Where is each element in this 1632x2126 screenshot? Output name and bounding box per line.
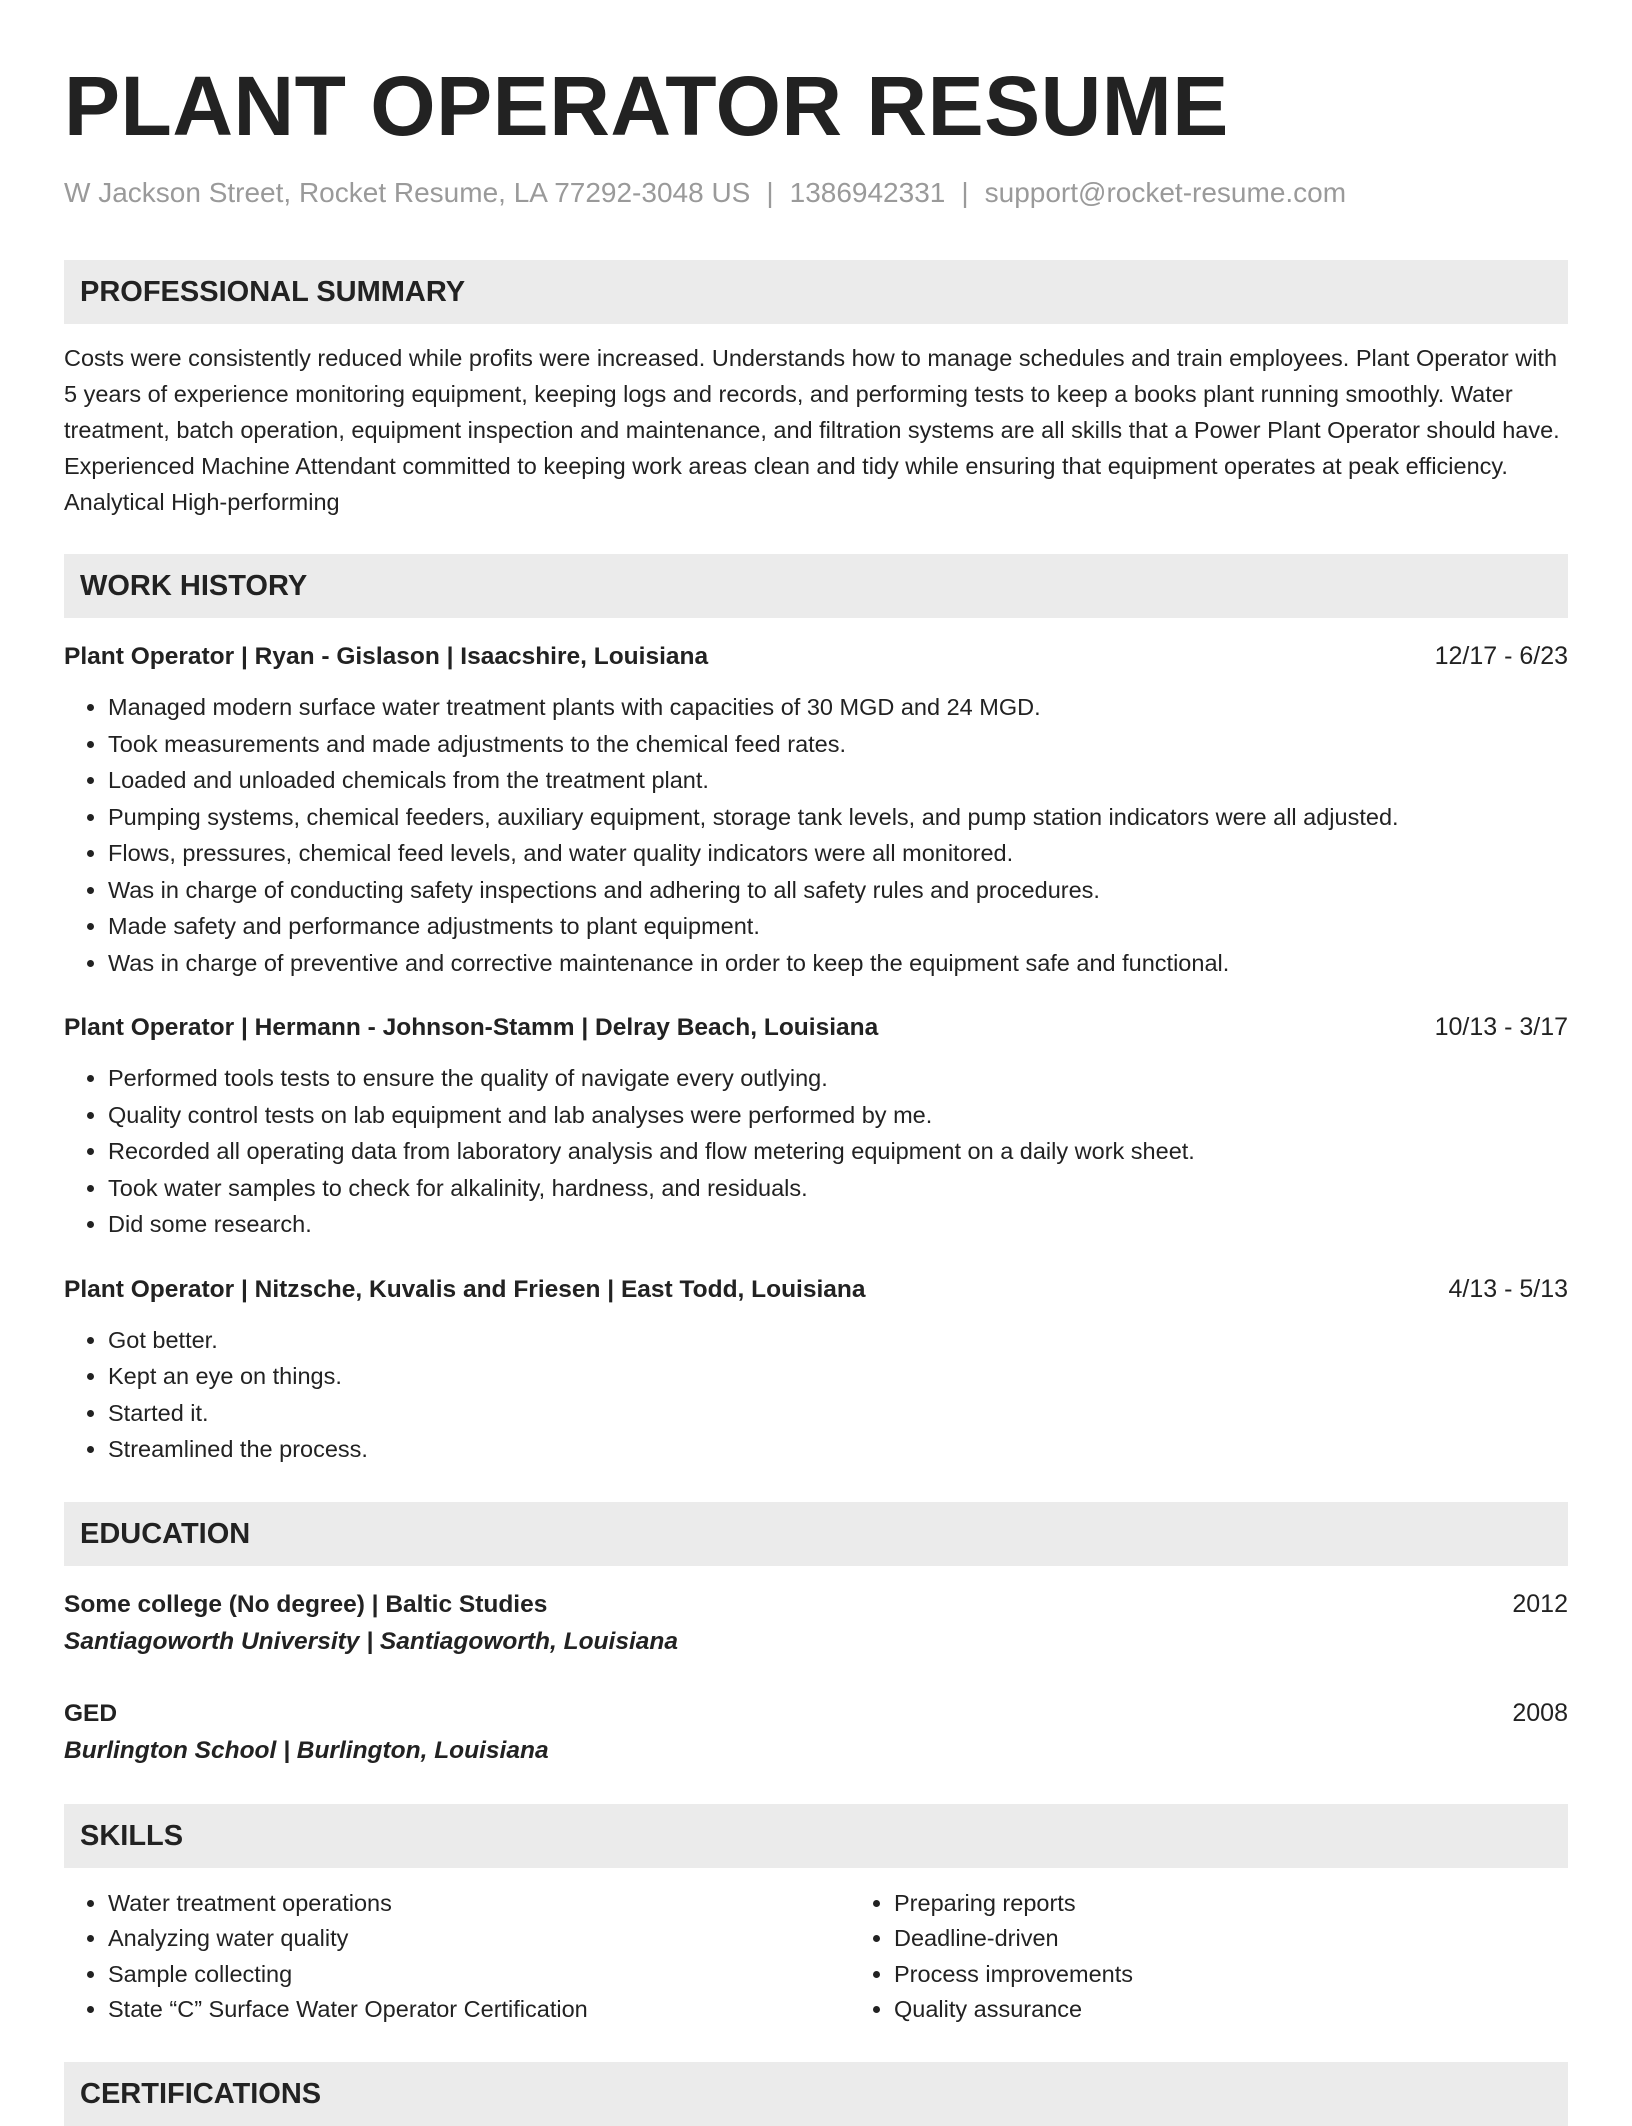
education-heading-row <box>64 1586 1568 1623</box>
job-dates: 10/13 - 3/17 <box>1434 1013 1568 1041</box>
section-header-skills: SKILLS <box>64 1804 1568 1868</box>
job-bullet: • Started it. <box>108 1395 1568 1432</box>
job-entry <box>64 1271 1568 1468</box>
job-bullet: • Recorded all operating data from laboratory analysis and flow metering equipment on a daily work sheet. <box>108 1133 1568 1170</box>
education-year: 2008 <box>1512 1698 1568 1727</box>
job-bullet: • Streamlined the process. <box>108 1431 1568 1468</box>
skill-item: • Preparing reports <box>894 1886 1632 1922</box>
contact-phone: 1386942331 <box>789 177 946 208</box>
skill-item: • Deadline-driven <box>894 1921 1632 1957</box>
job-entry <box>64 638 1568 981</box>
job-dates: 12/17 - 6/23 <box>1434 642 1568 670</box>
job-bullet: • Took measurements and made adjustments to the chemical feed rates. <box>108 726 1568 763</box>
contact-separator: | <box>766 177 774 208</box>
job-bullet: • Took water samples to check for alkalinity, hardness, and residuals. <box>108 1170 1568 1207</box>
page-title: PLANT OPERATOR RESUME <box>64 59 1229 153</box>
job-bullet: • Was in charge of preventive and corrective maintenance in order to keep the equipment safe and functional. <box>108 945 1568 982</box>
section-header-certifications: CERTIFICATIONS <box>64 2062 1568 2126</box>
job-bullet: • Was in charge of conducting safety inspections and adhering to all safety rules and procedures. <box>108 872 1568 909</box>
education-entry <box>64 1695 1568 1770</box>
skill-item: • Sample collecting <box>108 1957 850 1993</box>
education-degree: Some college (No degree) | Baltic Studies <box>64 1590 548 1618</box>
job-title: Plant Operator | Nitzsche, Kuvalis and Friesen | East Todd, Louisiana <box>64 1275 866 1303</box>
job-title: Plant Operator | Hermann - Johnson-Stamm | Delray Beach, Louisiana <box>64 1014 879 1041</box>
job-bullet: • Pumping systems, chemical feeders, auxiliary equipment, storage tank levels, and pump station indicators were all adjusted. <box>108 799 1568 836</box>
job-bullet: • Made safety and performance adjustments to plant equipment. <box>108 908 1568 945</box>
education-heading-row <box>64 1695 1568 1732</box>
job-heading-row <box>64 638 1568 675</box>
job-bullet: • Got better. <box>108 1322 1568 1359</box>
resume-page <box>64 0 1568 2126</box>
job-bullet: • Kept an eye on things. <box>108 1358 1568 1395</box>
job-bullet: • Managed modern surface water treatment plants with capacities of 30 MGD and 24 MGD. <box>108 689 1568 726</box>
job-bullet: • Loaded and unloaded chemicals from the treatment plant. <box>108 762 1568 799</box>
section-header-summary: PROFESSIONAL SUMMARY <box>64 260 1568 324</box>
contact-email: support@rocket-resume.com <box>984 177 1347 208</box>
contact-address: W Jackson Street, Rocket Resume, LA 77292-3048 US <box>64 177 751 208</box>
skills-column-right <box>850 1886 1632 2028</box>
section-header-education: EDUCATION <box>64 1502 1568 1566</box>
job-entry <box>64 1009 1568 1243</box>
contact-line <box>64 176 1568 210</box>
education-degree: GED <box>64 1699 118 1727</box>
skill-item: • Process improvements <box>894 1957 1632 1993</box>
job-bullets <box>64 1060 1568 1243</box>
job-title: Plant Operator | Ryan - Gislason | Isaacshire, Louisiana <box>64 643 709 670</box>
education-school: Burlington School | Burlington, Louisiana <box>64 1736 549 1764</box>
education-school: Santiagoworth University | Santiagoworth, Louisiana <box>64 1627 678 1655</box>
job-bullet: • Performed tools tests to ensure the quality of navigate every outlying. <box>108 1060 1568 1097</box>
skills-list <box>64 1886 1568 2028</box>
job-heading-row <box>64 1009 1568 1046</box>
job-bullets <box>64 1322 1568 1468</box>
job-dates: 4/13 - 5/13 <box>1448 1274 1568 1303</box>
education-year: 2012 <box>1512 1589 1568 1618</box>
job-bullets <box>64 689 1568 981</box>
job-bullet: • Quality control tests on lab equipment and lab analyses were performed by me. <box>108 1097 1568 1134</box>
education-entry <box>64 1586 1568 1661</box>
skills-column-left <box>64 1886 850 2028</box>
skill-item: • Water treatment operations <box>108 1886 850 1922</box>
job-bullet: • Did some research. <box>108 1206 1568 1243</box>
skill-item: • Quality assurance <box>894 1992 1632 2028</box>
job-bullet: • Flows, pressures, chemical feed levels, and water quality indicators were all monitored. <box>108 835 1568 872</box>
skill-item: • Analyzing water quality <box>108 1921 850 1957</box>
skill-item: • State “C” Surface Water Operator Certification <box>108 1992 850 2028</box>
summary-text: Costs were consistently reduced while profits were increased. Understands how to manage schedules and train employees. Plant Operator with 5 years of experience monitoring equipment, keeping logs and records, and performing tests to keep a books plant running smoothly. Water treatment, batch operation, equipment inspection and maintenance, and filtration systems are all skills that a Power Plant Operator should have. Experienced Machine Attendant committed to keeping work areas clean and tidy while ensuring that equipment operates at peak efficiency. Analytical High-performing <box>64 345 1560 515</box>
job-heading-row <box>64 1271 1568 1308</box>
contact-separator: | <box>961 177 969 208</box>
section-header-work-history: WORK HISTORY <box>64 554 1568 618</box>
